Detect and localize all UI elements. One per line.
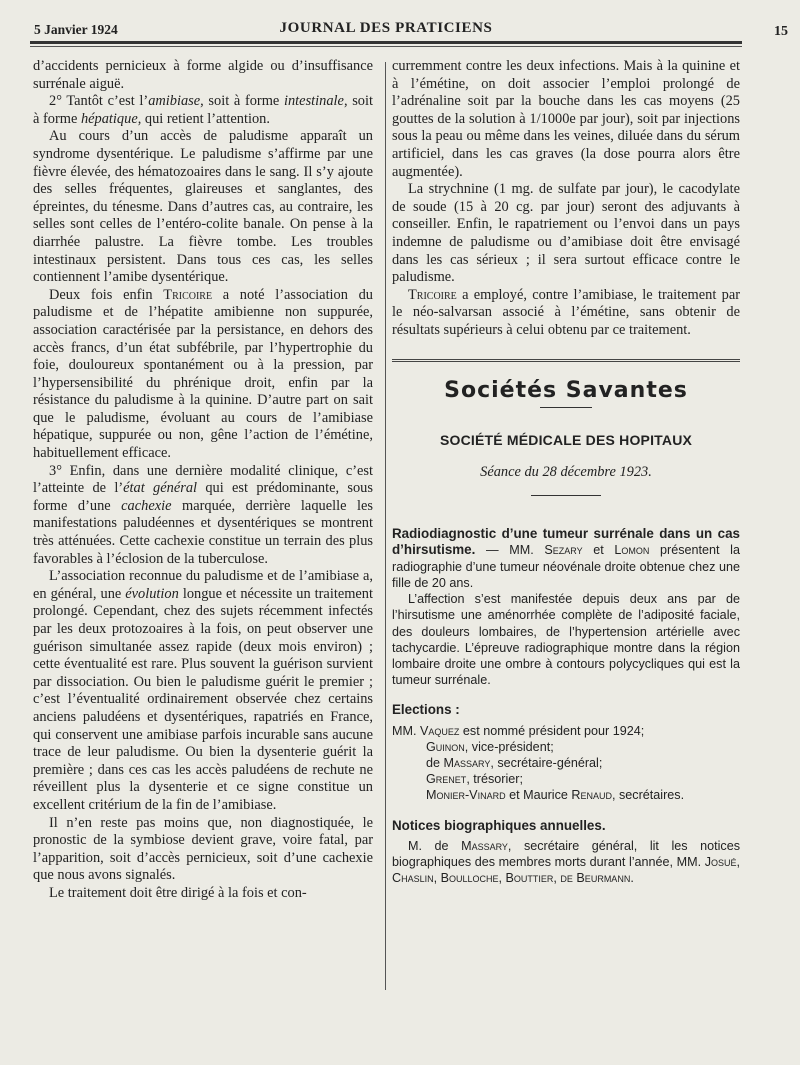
running-header [34,20,788,40]
paragraph: L’association reconnue du paludisme et de l’amibiase a, en général, une évolution longue et nécessite un traitement prolongé. Cependant, chez des sujets récemment infectés par les deux protozoaires à la fois, on peut observer une guérison simultanée assez rapide (deux mois environ) ; cette éventualité est rare. Plus souvent la guérison survient par dissociation. Ou bien le paludisme guérit le premier ; c’est l’éventualité ordinairement observée chez certains anciens paludéens et dysentériques, rapatriés en France, qui conservent une amibiase parfois incurable sans aucune trace de leur paludisme. Ou bien la dysenterie guérit la première ; dans ces cas les accès paludéens de rechute ne réveillent plus la dysenterie et ce signe constitue un excellent critérium de la fin de l’amibiase. [33,568,373,813]
paragraph: Deux fois enfin Tricoire a noté l’association du paludisme et de l’hépatite amibienne non suppurée, association caractérisée par la persistance, en dehors des accès francs, d’un état subfébrile, par l’hypertrophie du foie, douloureux spontanément ou à la pression, par l’hypersensibilité du phrénique droit, enfin par la résistance du paludisme à la quinine. D’autre part on sait que le paludisme, évoluant au cours de l’amibiase hépatique, suppurée ou non, gêne l’action de l’émétine, habituellement efficace. [33,286,373,462]
article-paragraph: Radiodiagnostic d’une tumeur surrénale dans un cas d’hirsutisme. — MM. Sezary et Lomon présentent la radiographie d’une tumeur néovénale droite obtenue chez une fille de 20 ans. [392,526,740,590]
list-item: Guinon, vice-président; [426,739,554,754]
session-date: Séance du 28 décembre 1923. [480,463,652,480]
column-divider [385,62,386,990]
paragraph: curremment contre les deux infections. Mais à la quinine et à l’émétine, on doit associer l’emploi prolongé de l’adrénaline soit par la bouche dans les cas moyens (25 gouttes de la solution à 1/1000e par jour), soit par injections sous la peau ou même dans les veines, diluée dans du sérum artificiel, dans les cas graves (la dose pourra alors être augmentée). [392,58,740,180]
elections-list [392,723,740,804]
right-column [392,58,740,886]
author-name: Tricoire [408,286,457,303]
page-number: 15 [774,24,788,39]
notices-heading: Notices biographiques annuelles. [392,817,606,833]
article [392,526,740,688]
paragraph: Au cours d’un accès de paludisme apparaît un syndrome dysentérique. Le paludisme s’affirme par une fièvre élevée, des hématozoaires dans le sang. Il s’y ajoute des selles fréquentes, glaireuses et sanglantes, des épreintes, du ténesme. Dans d’autres cas, au contraire, les selles sont celles de l’entéro-colite banale. On pense à la diarrhée palustre. La fièvre tombe. Les troubles intestinaux persistent. Dans tous ces cas, les selles contiennent l’amibe dysentérique. [33,128,373,286]
paragraph: d’accidents pernicieux à forme algide ou d’insuffisance surrénale aiguë. [33,58,373,92]
society-name: SOCIÉTÉ MÉDICALE DES HOPITAUX [439,432,693,449]
section-divider [392,359,740,362]
elections [392,702,740,803]
notices [392,818,740,887]
paragraph: Tricoire a employé, contre l’amibiase, le traitement par le néo-salvarsan associé à l’émétine, sans obtenir de résultats supérieurs à celui obtenu par ce traitement. [392,286,740,338]
header-rule [30,41,742,44]
title-underline [540,407,592,408]
issue-date: 5 Janvier 1924 [34,22,118,37]
list-item: MM. Vaquez est nommé président pour 1924; [392,723,645,738]
article-paragraph: L’affection s’est manifestée depuis deux ans par de l’hirsutisme une aménorrhée complète de l’adiposité faciale, des douleurs lombaires, de l’hypertension artérielle avec tachycardie. L’épreuve radiographique montre dans la région lombaire droite une ombre à contours polycycliques qui est la tumeur surrénale. [392,592,740,688]
list-item: de Massary, secrétaire-général; [426,755,603,770]
paragraph: La strychnine (1 mg. de sulfate par jour), le cacodylate de soude (15 à 20 cg. par jour) seront des adjuvants à conseiller. Enfin, le rapatriement ou l’envoi dans un pays indemne de paludisme ou d’amibiase doit être envisagé dans les cas sérieux ; il sera surtout efficace contre le paludisme. [392,181,740,286]
notices-paragraph: M. de Massary, secrétaire général, lit les notices biographiques des membres morts durant l’année, MM. Josué, Chaslin, Boulloche, Bouttier, de Beurmann. [392,838,740,886]
header-rule-thin [30,46,742,47]
journal-title: JOURNAL DES PRATICIENS [279,20,493,36]
list-item: Grenet, trésorier; [426,772,523,787]
author-name: Tricoire [163,286,213,303]
left-column [33,58,373,903]
paragraph: 3° Enfin, dans une dernière modalité clinique, c’est l’atteinte de l’état général qui est prédominante, sous forme d’une cachexie marquée, derrière laquelle les manifestations paludéennes et dysentériques se montrent très atténuées. Cette cachexie constitue un terrain des plus favorables à l’éclosion de la tuberculose. [33,462,373,567]
paragraph: Il n’en reste pas moins que, non diagnostiquée, le pronostic de la symbiose devient grave, voire fatal, par l’apparition, soit d’accès pernicieux, soit d’une cachexie que nous avons signalés. [33,814,373,884]
section-title: Sociétés Savantes [444,377,688,403]
paragraph: Le traitement doit être dirigé à la fois et con- [49,884,307,901]
session-rule [531,495,601,496]
paragraph: 2° Tantôt c’est l’amibiase, soit à forme intestinale, soit à forme hépatique, qui retient l’attention. [33,93,373,127]
elections-heading: Elections : [392,702,460,718]
list-item: Monier-Vinard et Maurice Renaud, secrétaires. [426,788,685,803]
article-title: Radiodiagnostic d’une tumeur surrénale dans un cas d’hirsutisme. [392,526,740,558]
